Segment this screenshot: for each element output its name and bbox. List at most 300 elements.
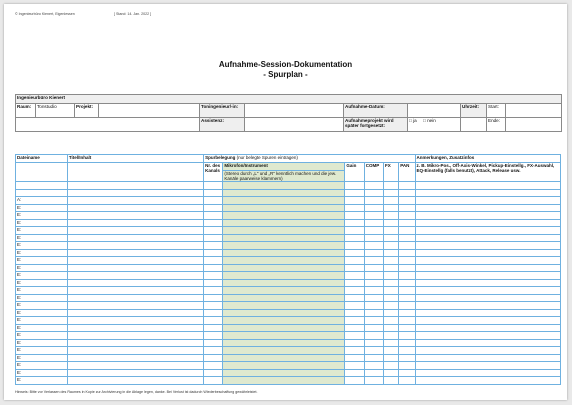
table-cell[interactable] <box>415 377 560 385</box>
table-cell[interactable] <box>384 257 399 265</box>
table-row <box>16 249 561 257</box>
table-cell[interactable]: E: <box>16 249 68 257</box>
table-cell[interactable] <box>204 332 223 340</box>
table-cell[interactable]: E: <box>16 279 68 287</box>
table-cell[interactable] <box>364 189 383 197</box>
table-row <box>16 272 561 280</box>
table-cell[interactable] <box>384 182 399 190</box>
table-cell[interactable] <box>384 249 399 257</box>
table-cell[interactable] <box>364 309 383 317</box>
table-cell[interactable] <box>223 264 345 272</box>
table-cell[interactable] <box>345 249 364 257</box>
toningenieur-label: Toningenieur/-in: <box>200 104 245 118</box>
table-cell[interactable] <box>415 242 560 250</box>
table-cell[interactable] <box>384 227 399 235</box>
titel-header: Titel/Inhalt <box>67 155 203 163</box>
table-cell[interactable] <box>345 264 364 272</box>
table-cell[interactable] <box>345 234 364 242</box>
table-cell[interactable]: E: <box>16 257 68 265</box>
table-cell[interactable] <box>399 369 415 377</box>
table-cell[interactable] <box>223 369 345 377</box>
table-cell[interactable] <box>204 234 223 242</box>
table-cell[interactable]: E: <box>16 309 68 317</box>
table-cell[interactable] <box>384 294 399 302</box>
session-info-table <box>15 94 562 132</box>
table-cell[interactable] <box>67 264 203 272</box>
table-cell[interactable] <box>204 377 223 385</box>
table-cell[interactable] <box>364 219 383 227</box>
table-cell[interactable]: E: <box>16 204 68 212</box>
table-cell[interactable]: E: <box>16 347 68 355</box>
table-cell[interactable] <box>364 227 383 235</box>
table-cell[interactable] <box>223 272 345 280</box>
aufnahme-datum-label: Aufnahme-Datum: <box>344 104 408 118</box>
table-cell[interactable] <box>415 294 560 302</box>
table-cell[interactable] <box>223 332 345 340</box>
table-cell[interactable] <box>415 309 560 317</box>
table-cell[interactable] <box>223 294 345 302</box>
table-cell[interactable] <box>415 197 560 205</box>
table-cell[interactable] <box>345 287 364 295</box>
table-cell[interactable] <box>223 347 345 355</box>
table-cell[interactable] <box>67 272 203 280</box>
spurbelegung-header <box>204 155 415 163</box>
table-cell[interactable] <box>364 234 383 242</box>
table-cell[interactable] <box>364 249 383 257</box>
table-cell[interactable] <box>67 212 203 220</box>
table-cell[interactable] <box>204 227 223 235</box>
table-cell[interactable] <box>204 354 223 362</box>
table-cell[interactable] <box>384 339 399 347</box>
table-cell[interactable]: E: <box>16 294 68 302</box>
table-cell[interactable]: A: <box>16 197 68 205</box>
nein-checkbox[interactable]: □ nein <box>423 118 436 123</box>
table-cell[interactable] <box>399 272 415 280</box>
table-cell[interactable] <box>415 324 560 332</box>
table-cell[interactable] <box>415 212 560 220</box>
table-cell[interactable] <box>204 212 223 220</box>
table-cell[interactable] <box>384 242 399 250</box>
table-cell[interactable] <box>223 309 345 317</box>
footer-note: Hinweis: Bitte vor Verlassen des Raumes in Kopie zur Archivierung in die Ablage legen, danke. Bei Verlust ist dadurch Wiederbeschaffung gewährleistet. <box>15 390 258 394</box>
table-cell[interactable] <box>364 324 383 332</box>
table-cell[interactable] <box>415 257 560 265</box>
table-cell[interactable] <box>364 369 383 377</box>
table-cell[interactable] <box>345 189 364 197</box>
table-cell[interactable] <box>415 347 560 355</box>
table-row <box>16 182 561 190</box>
comp-header: COMP <box>364 163 383 182</box>
table-cell[interactable] <box>399 279 415 287</box>
table-cell[interactable] <box>399 324 415 332</box>
table-cell[interactable] <box>223 242 345 250</box>
table-cell[interactable] <box>364 272 383 280</box>
table-cell[interactable] <box>67 242 203 250</box>
table-cell[interactable] <box>399 377 415 385</box>
table-cell[interactable] <box>345 354 364 362</box>
table-cell[interactable] <box>364 377 383 385</box>
table-cell[interactable] <box>399 347 415 355</box>
table-cell[interactable] <box>204 197 223 205</box>
table-cell[interactable] <box>384 309 399 317</box>
table-cell[interactable] <box>399 354 415 362</box>
table-cell[interactable] <box>384 264 399 272</box>
table-cell[interactable] <box>415 317 560 325</box>
table-cell[interactable] <box>399 204 415 212</box>
table-cell[interactable] <box>223 197 345 205</box>
table-cell[interactable] <box>204 369 223 377</box>
table-cell[interactable] <box>223 249 345 257</box>
table-cell[interactable] <box>415 354 560 362</box>
company-name: Ingenieurbüro Kienert <box>16 95 562 104</box>
table-cell[interactable] <box>399 234 415 242</box>
table-cell[interactable] <box>67 377 203 385</box>
table-cell[interactable]: E: <box>16 234 68 242</box>
date-stamp: [ Stand: 14. Jan. 2022 ] <box>114 12 152 16</box>
table-cell[interactable] <box>415 272 560 280</box>
table-cell[interactable] <box>364 264 383 272</box>
table-cell[interactable] <box>223 324 345 332</box>
table-cell[interactable] <box>399 309 415 317</box>
table-cell[interactable] <box>364 302 383 310</box>
table-cell[interactable]: E: <box>16 272 68 280</box>
table-cell[interactable] <box>415 302 560 310</box>
table-cell[interactable]: E: <box>16 227 68 235</box>
table-cell[interactable]: E: <box>16 332 68 340</box>
table-cell[interactable] <box>345 204 364 212</box>
table-cell[interactable] <box>415 332 560 340</box>
table-cell[interactable] <box>67 189 203 197</box>
table-cell[interactable] <box>384 287 399 295</box>
table-cell[interactable] <box>364 354 383 362</box>
table-cell[interactable] <box>415 279 560 287</box>
table-cell[interactable] <box>415 362 560 370</box>
table-row <box>16 197 561 205</box>
table-cell[interactable] <box>364 339 383 347</box>
table-cell[interactable] <box>223 182 345 190</box>
table-cell[interactable]: E: <box>16 287 68 295</box>
table-cell[interactable] <box>415 204 560 212</box>
table-row <box>16 294 561 302</box>
dateiname-header: Dateiname <box>16 155 68 163</box>
company-header: © Ingenieurbüro Kienert, Eigenlessen <box>15 12 75 16</box>
table-cell[interactable] <box>364 362 383 370</box>
table-cell[interactable] <box>67 302 203 310</box>
table-cell[interactable] <box>384 197 399 205</box>
table-cell[interactable]: E: <box>16 302 68 310</box>
table-cell[interactable] <box>384 234 399 242</box>
table-cell[interactable]: E: <box>16 369 68 377</box>
table-cell[interactable] <box>67 257 203 265</box>
raum-projekt-blank <box>16 118 200 132</box>
table-cell[interactable] <box>345 182 364 190</box>
table-cell[interactable] <box>67 309 203 317</box>
table-cell[interactable] <box>399 339 415 347</box>
table-cell[interactable] <box>384 219 399 227</box>
table-cell[interactable] <box>415 219 560 227</box>
table-row <box>16 354 561 362</box>
table-cell[interactable]: E: <box>16 317 68 325</box>
table-cell[interactable]: E: <box>16 324 68 332</box>
table-cell[interactable] <box>364 204 383 212</box>
table-cell[interactable] <box>204 309 223 317</box>
table-cell[interactable] <box>67 332 203 340</box>
table-cell[interactable] <box>345 242 364 250</box>
table-row <box>16 204 561 212</box>
table-cell[interactable] <box>345 332 364 340</box>
table-cell[interactable] <box>204 279 223 287</box>
titel-header-blank <box>67 163 203 182</box>
table-cell[interactable] <box>204 302 223 310</box>
table-cell[interactable] <box>399 189 415 197</box>
table-cell[interactable] <box>384 362 399 370</box>
table-cell[interactable] <box>223 377 345 385</box>
table-cell[interactable] <box>67 347 203 355</box>
table-cell[interactable] <box>399 317 415 325</box>
table-cell[interactable] <box>223 287 345 295</box>
table-cell[interactable] <box>364 257 383 265</box>
table-row <box>16 347 561 355</box>
table-cell[interactable] <box>384 272 399 280</box>
table-cell[interactable] <box>399 197 415 205</box>
table-cell[interactable] <box>345 377 364 385</box>
page-title: Aufnahme-Session-Dokumentation <box>218 60 353 69</box>
table-cell[interactable] <box>384 212 399 220</box>
table-cell[interactable] <box>345 219 364 227</box>
table-row <box>16 189 561 197</box>
table-cell[interactable] <box>223 227 345 235</box>
document-page <box>4 4 567 400</box>
table-cell[interactable] <box>204 362 223 370</box>
table-cell[interactable] <box>345 272 364 280</box>
table-cell[interactable] <box>345 369 364 377</box>
table-cell[interactable] <box>399 264 415 272</box>
table-cell[interactable] <box>223 212 345 220</box>
table-cell[interactable] <box>399 362 415 370</box>
table-cell[interactable] <box>204 324 223 332</box>
table-cell[interactable] <box>415 234 560 242</box>
table-cell[interactable] <box>345 227 364 235</box>
table-cell[interactable]: E: <box>16 354 68 362</box>
table-cell[interactable] <box>204 264 223 272</box>
table-cell[interactable] <box>67 227 203 235</box>
table-cell[interactable] <box>67 249 203 257</box>
table-cell[interactable] <box>67 369 203 377</box>
table-cell[interactable] <box>384 279 399 287</box>
page-subtitle: - Spurplan - <box>263 70 308 79</box>
ende-field[interactable] <box>506 118 562 132</box>
table-cell[interactable] <box>67 317 203 325</box>
table-cell[interactable] <box>384 354 399 362</box>
fortgesetzt-options[interactable] <box>408 118 461 132</box>
table-cell[interactable] <box>67 339 203 347</box>
table-cell[interactable] <box>223 339 345 347</box>
table-cell[interactable] <box>384 324 399 332</box>
table-row <box>16 369 561 377</box>
table-cell[interactable] <box>384 377 399 385</box>
pan-header: PAN <box>399 163 415 182</box>
table-cell[interactable] <box>204 272 223 280</box>
table-cell[interactable] <box>384 369 399 377</box>
table-cell[interactable] <box>67 197 203 205</box>
table-cell[interactable] <box>345 362 364 370</box>
table-cell[interactable] <box>364 287 383 295</box>
table-cell[interactable] <box>384 204 399 212</box>
table-cell[interactable] <box>415 369 560 377</box>
table-cell[interactable] <box>364 279 383 287</box>
table-cell[interactable] <box>345 339 364 347</box>
table-cell[interactable] <box>204 249 223 257</box>
projekt-label: Projekt: <box>75 104 99 118</box>
table-cell[interactable] <box>399 302 415 310</box>
table-cell[interactable]: E: <box>16 377 68 385</box>
table-cell[interactable] <box>204 317 223 325</box>
table-cell[interactable] <box>67 324 203 332</box>
start-field[interactable] <box>506 104 562 118</box>
table-cell[interactable] <box>223 189 345 197</box>
table-cell[interactable] <box>364 317 383 325</box>
table-cell[interactable] <box>399 212 415 220</box>
table-cell[interactable] <box>223 257 345 265</box>
table-cell[interactable] <box>399 332 415 340</box>
table-cell[interactable] <box>67 234 203 242</box>
table-cell[interactable] <box>384 317 399 325</box>
table-cell[interactable] <box>345 279 364 287</box>
table-cell[interactable] <box>384 302 399 310</box>
table-cell[interactable] <box>399 294 415 302</box>
table-cell[interactable] <box>415 287 560 295</box>
table-cell[interactable] <box>399 257 415 265</box>
uhrzeit-blank <box>461 118 487 132</box>
table-cell[interactable] <box>384 347 399 355</box>
table-cell[interactable] <box>16 182 68 190</box>
table-cell[interactable] <box>204 339 223 347</box>
table-cell[interactable] <box>67 354 203 362</box>
table-row <box>16 264 561 272</box>
table-cell[interactable] <box>364 182 383 190</box>
table-cell[interactable] <box>399 219 415 227</box>
table-row <box>16 302 561 310</box>
table-cell[interactable] <box>204 257 223 265</box>
table-cell[interactable] <box>204 294 223 302</box>
table-cell[interactable] <box>364 347 383 355</box>
table-cell[interactable] <box>204 347 223 355</box>
table-cell[interactable] <box>16 189 68 197</box>
aufnahme-datum-field[interactable] <box>408 104 461 118</box>
table-cell[interactable] <box>223 354 345 362</box>
table-cell[interactable] <box>384 332 399 340</box>
table-cell[interactable] <box>204 242 223 250</box>
table-cell[interactable] <box>364 212 383 220</box>
table-cell[interactable]: E: <box>16 212 68 220</box>
table-cell[interactable] <box>223 279 345 287</box>
table-cell[interactable] <box>399 242 415 250</box>
table-cell[interactable] <box>345 302 364 310</box>
table-cell[interactable] <box>223 302 345 310</box>
ja-checkbox[interactable]: □ ja <box>409 118 417 123</box>
anmerkungen-note: z. B. Mikro-Pos., Off-Axis-Winkel, Pickup-Einstellg., FX-Auswahl, EQ-Einstellg (falls benutzt), Attack, Release usw. <box>415 163 560 182</box>
table-cell[interactable] <box>399 287 415 295</box>
raum-label: Raum: <box>16 104 36 118</box>
table-cell[interactable]: E: <box>16 339 68 347</box>
table-row <box>16 227 561 235</box>
table-cell[interactable] <box>384 189 399 197</box>
table-cell[interactable] <box>67 287 203 295</box>
table-cell[interactable] <box>223 362 345 370</box>
table-cell[interactable] <box>345 257 364 265</box>
table-cell[interactable] <box>415 249 560 257</box>
fortgesetzt-label: Aufnahmeprojekt wird später fortgesetzt: <box>344 118 408 132</box>
table-row <box>16 362 561 370</box>
table-cell[interactable] <box>223 234 345 242</box>
table-cell[interactable] <box>223 317 345 325</box>
table-row <box>16 212 561 220</box>
table-cell[interactable] <box>204 182 223 190</box>
table-row <box>16 332 561 340</box>
table-cell[interactable] <box>415 189 560 197</box>
table-cell[interactable] <box>415 227 560 235</box>
table-cell[interactable]: E: <box>16 362 68 370</box>
table-cell[interactable] <box>364 294 383 302</box>
table-cell[interactable] <box>399 182 415 190</box>
table-cell[interactable] <box>364 332 383 340</box>
table-cell[interactable] <box>204 204 223 212</box>
table-cell[interactable] <box>345 197 364 205</box>
table-cell[interactable] <box>345 309 364 317</box>
table-cell[interactable] <box>67 182 203 190</box>
table-cell[interactable] <box>67 279 203 287</box>
mikrofon-header: Mikrofon/Instrument <box>223 163 345 171</box>
table-cell[interactable]: E: <box>16 264 68 272</box>
table-cell[interactable] <box>364 242 383 250</box>
table-row <box>16 317 561 325</box>
assistenz-field[interactable] <box>245 118 344 132</box>
table-cell[interactable] <box>415 182 560 190</box>
table-cell[interactable]: E: <box>16 242 68 250</box>
mikrofon-note: (Stereo durch „L" und „R" kenntlich machen und die jew. Kanäle paarweise klammern) <box>223 171 345 182</box>
table-cell[interactable] <box>415 264 560 272</box>
table-cell[interactable] <box>345 317 364 325</box>
table-cell[interactable] <box>204 219 223 227</box>
table-cell[interactable] <box>204 287 223 295</box>
table-cell[interactable] <box>345 212 364 220</box>
table-cell[interactable] <box>345 347 364 355</box>
table-cell[interactable] <box>415 339 560 347</box>
table-cell[interactable] <box>67 294 203 302</box>
gain-header: Gain <box>345 163 364 182</box>
table-row <box>16 287 561 295</box>
table-cell[interactable] <box>67 219 203 227</box>
toningenieur-field[interactable] <box>245 104 344 118</box>
table-cell[interactable] <box>67 362 203 370</box>
table-row <box>16 377 561 385</box>
table-cell[interactable] <box>364 197 383 205</box>
table-cell[interactable] <box>345 324 364 332</box>
raum-field[interactable]: Tonstudio <box>36 104 75 118</box>
start-label: Start: <box>487 104 506 118</box>
table-row <box>16 309 561 317</box>
table-cell[interactable] <box>223 219 345 227</box>
table-cell[interactable] <box>399 227 415 235</box>
table-cell[interactable] <box>399 249 415 257</box>
spurbelegung-note: (nur belegte Spuren eintragen) <box>236 155 298 160</box>
table-cell[interactable] <box>223 204 345 212</box>
table-cell[interactable] <box>345 294 364 302</box>
table-cell[interactable] <box>67 204 203 212</box>
table-cell[interactable] <box>204 189 223 197</box>
projekt-field[interactable] <box>99 104 200 118</box>
table-cell[interactable]: E: <box>16 219 68 227</box>
